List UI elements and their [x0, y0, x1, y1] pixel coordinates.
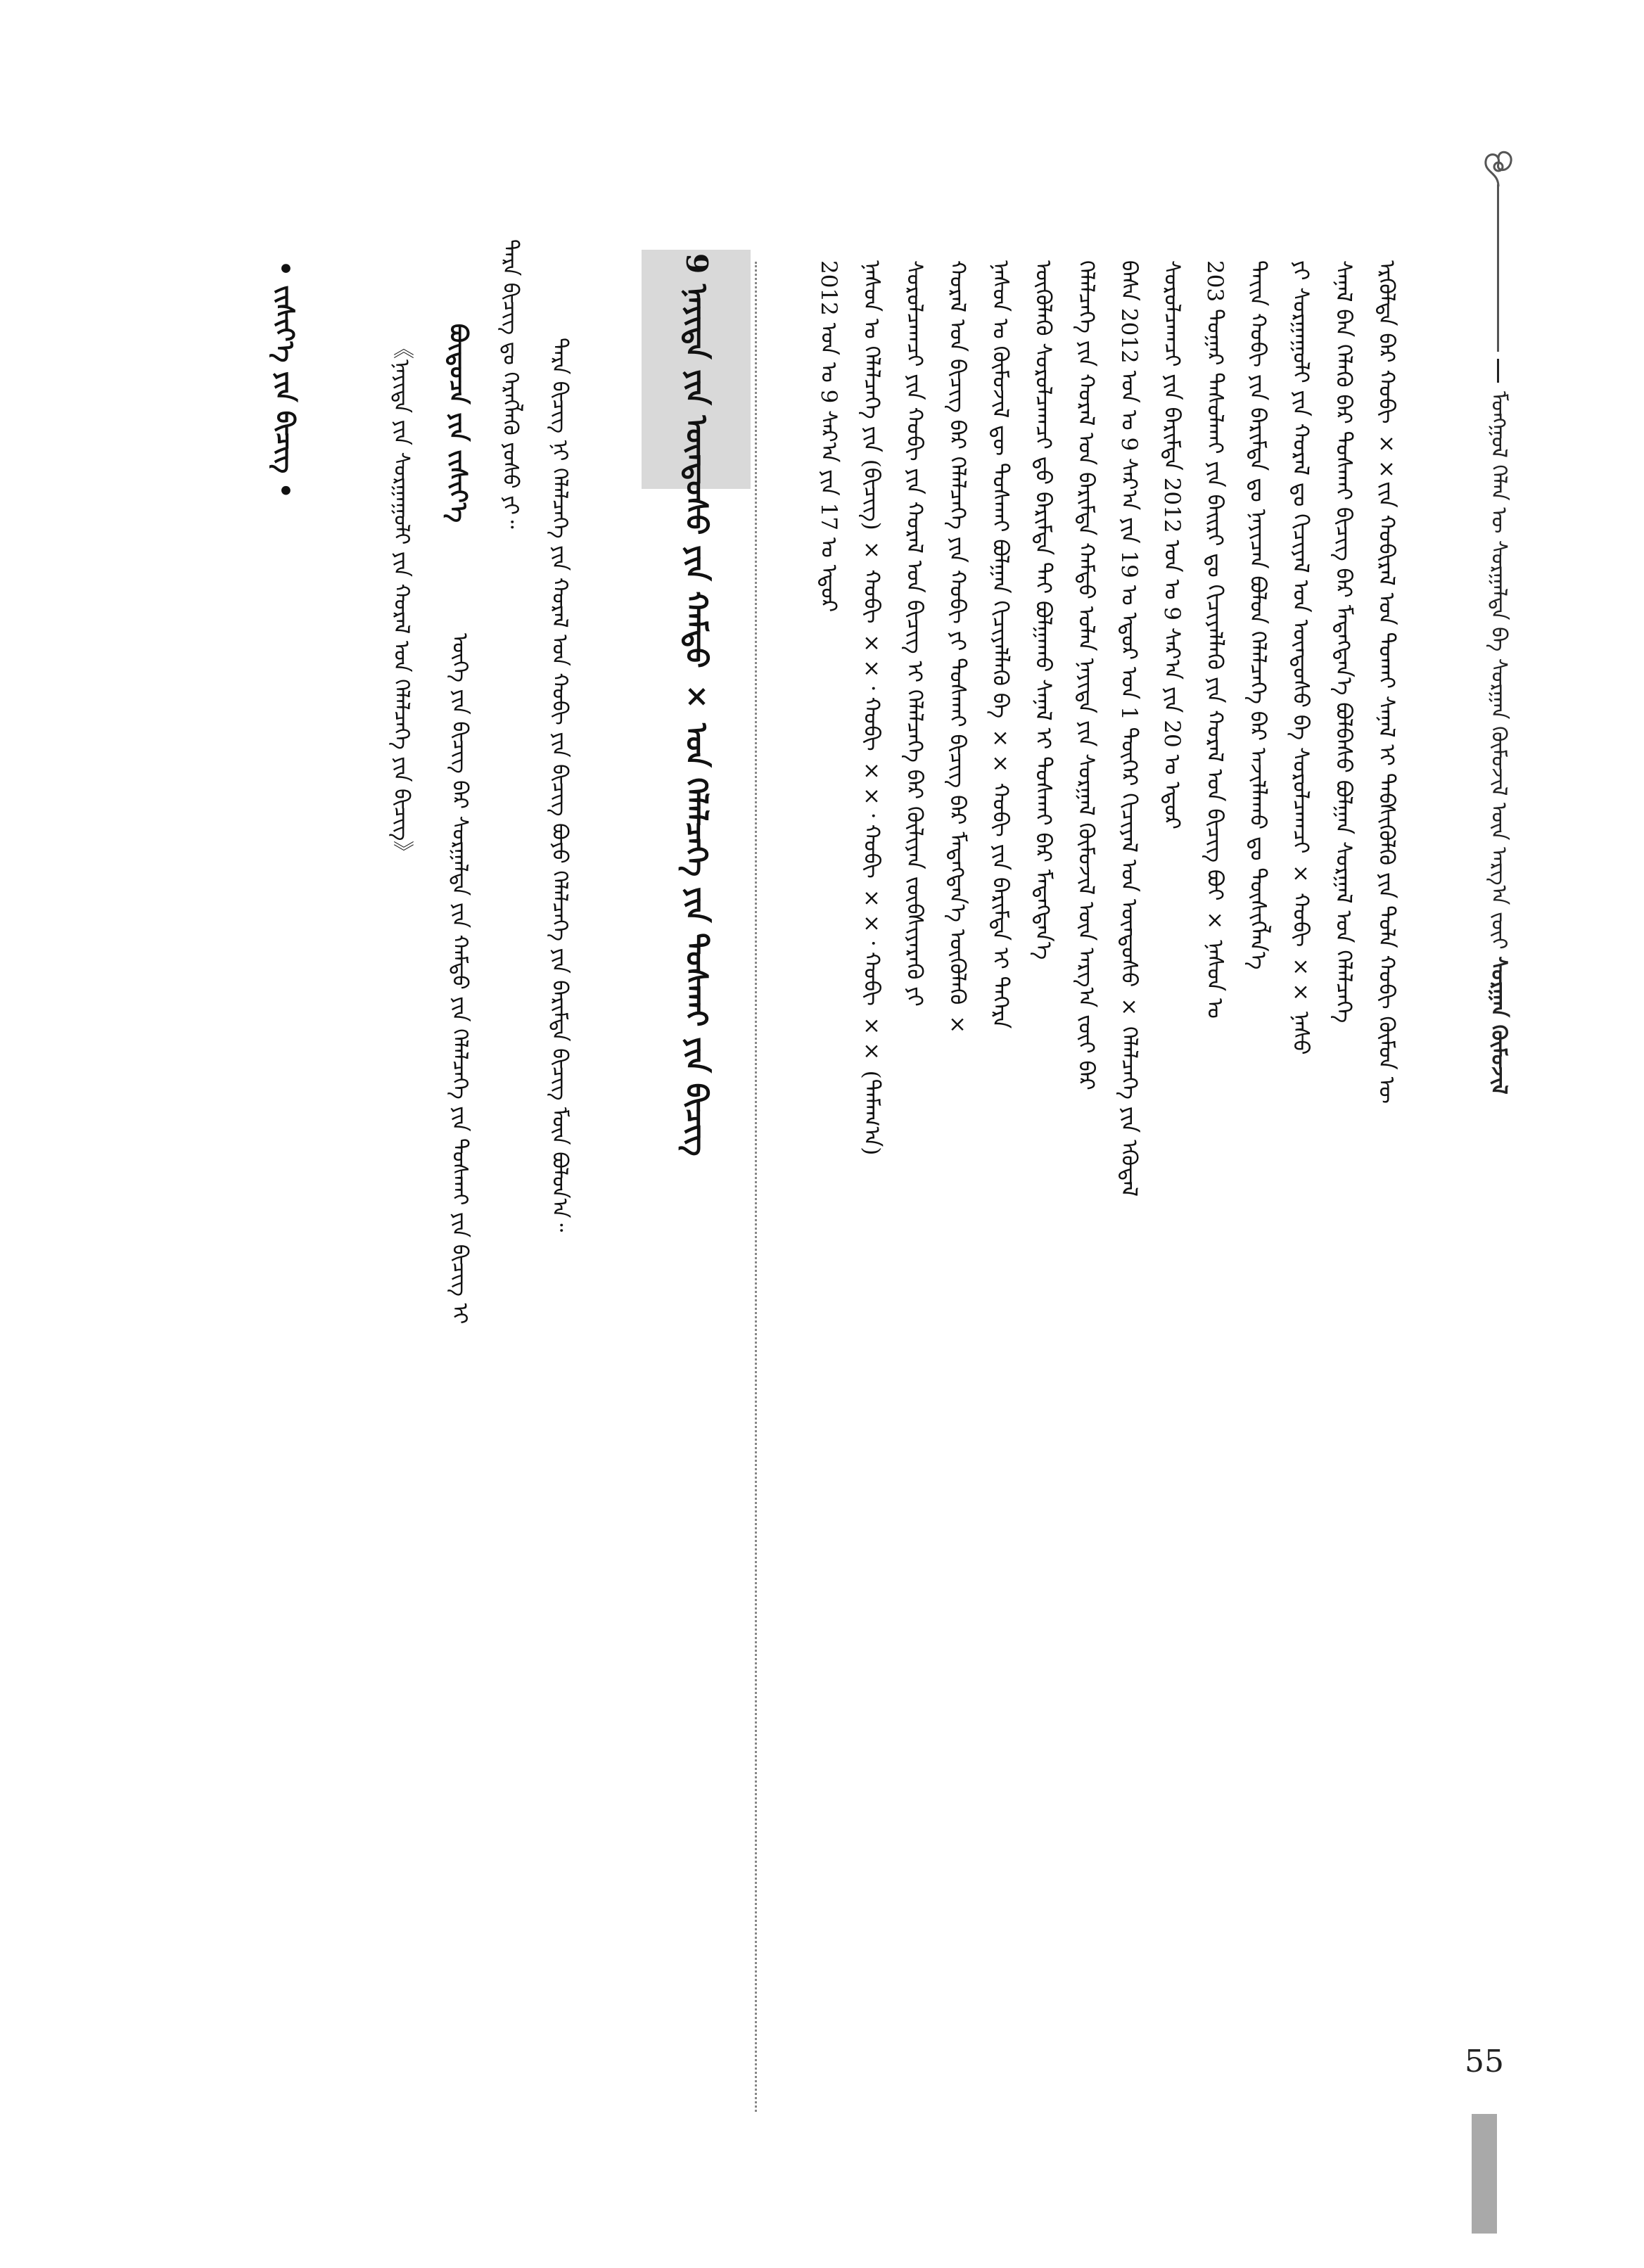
- section-heading: [665, 253, 728, 1386]
- running-title-bold: ᠰᠤᠷᠭᠠᠨ ᠬᠦᠮᠦᠵᠢᠯ: [1486, 956, 1511, 1095]
- body-column: ᠲᠡᠶ᠋ᠢᠨ ᠬᠤᠪᠢ ᠶᠢᠨ ᠪᠠᠷᠢᠮᠲᠠ ᠳᠤ ᠨᠡᠶᠢᠴᠡᠨ ᠪᠣᠯᠤᠨ ᠬᠡᠯᠡᠯᠴᠡᠭᠡ ᠪᠠᠷ ᠠᠵᠢᠯᠯᠠᠬᠤ ᠳᠤ ᠲᠦᠰᠢᠭᠯᠡᠨ᠎ᠡ: [1245, 260, 1270, 970]
- section-heading-text: ᠨᠡᠶᠢᠲᠡ ᠶᠢᠨ ᠦᠨᠳᠦᠰᠦ ᠶᠢᠨ ᠬᠠᠮᠲᠤ × ᠤᠨ ᠬᠡᠯᠡᠯᠴᠡᠭᠡ ᠶᠢᠨ ᠲᠤᠰᠬᠠᠢ ᠶᠢᠨ ᠪᠢᠴᠢᠭ: [680, 284, 714, 1157]
- thumb-tab: [1472, 2114, 1497, 2234]
- body-column: ᠪᠠᠰᠠ 2012 ᠣᠨ ᠤ 9 ᠰᠠᠷ᠎ᠠ ᠶᠢᠨ 19 ᠤ ᠡᠳᠦᠷ ᠤᠨ 1 ᠳᠦᠭᠡᠷ ᠬᠢᠴᠢᠶᠡᠯ ᠤᠨ ᠦᠨᠳᠦᠰᠦ × ᠬᠡᠯᠡᠯᠴᠡᠭᠡ ᠶᠢᠨ ᠡᠭᠦᠳᠡᠯ: [1116, 260, 1142, 1197]
- body-column: ᠡᠷᠭᠦᠯᠳᠡ ᠪᠠᠷ ᠬᠤᠪᠢ ××᠎ᠶ᠋ᠢᠨ ᠬᠤᠪᠢᠷᠠᠯ ᠤᠨ ᠲᠤᠬᠠᠢ ᠰᠠᠨᠠᠯ ᠢ ᠳᠡᠪᠰᠢᠭᠦᠯᠬᠦ ᠶᠢᠨ ᠲᠤᠯᠠ ᠬᠤᠪᠢ ᠬᠦᠮᠦᠨ ᠦ: [1374, 260, 1399, 1104]
- body-column: ᠬᠤᠷᠠᠯ ᠤᠨ ᠪᠢᠴᠢᠭ ᠪᠠᠷ ᠬᠡᠯᠡᠯᠴᠡᠭᠡ ᠶᠢᠨ ᠬᠤᠪᠢ ᠶᠢ ᠲᠤᠰᠬᠠᠢ ᠪᠢᠴᠢᠭ ᠪᠠᠷ ᠮᠡᠳᠡᠭᠳᠡᠨ᠎ᠡ ᠦᠭᠦᠯᠡᠬᠦ ×: [945, 260, 970, 1038]
- running-header: [1481, 391, 1516, 1292]
- section-number: 9: [680, 253, 714, 274]
- bold-term: ᠪᠦᠲᠦᠴᠡ ᠶᠢᠨ ᠵᠢᠱᠢᠶ᠎ᠡ: [444, 324, 472, 523]
- body-column: ᠶᠢ ᠰᠤᠷᠭᠠᠭᠤᠯᠢ ᠶᠢᠨ ᠬᠤᠷᠠᠯ ᠳᠤ ᠬᠢᠴᠢᠶᠡᠯ ᠤᠨ ᠦᠨᠳᠦᠰᠦ ᠪᠠ ᠰᠤᠷᠤᠯᠴᠠᠭᠴᠢ × ᠬᠤᠪᠢ ×× ᠨᠠᠰᠤ: [1288, 260, 1313, 1055]
- running-title: ᠮᠣᠩᠭᠣᠯ ᠬᠡᠯᠡᠨ ᠦ ᠰᠤᠷᠭᠠᠯᠲᠠ ᠪᠠ ᠰᠤᠷᠭᠠᠨ ᠬᠦᠮᠦᠵᠢᠯ ᠦᠨ ᠠᠷᠭ᠎ᠠ ᠵᠦᠢ: [1486, 391, 1511, 950]
- body-column: 2012 ᠣᠨ ᠤ 9 ᠰᠠᠷ᠎ᠠ ᠶᠢᠨ 17 ᠤ ᠡᠳᠦᠷ: [816, 260, 841, 613]
- body-column-date: [766, 260, 807, 922]
- body-column: ᠨᠠᠰᠤᠨ ᠤ ᠬᠡᠯᠡᠯᠴᠡᠭᠡ ᠶᠢᠨ (ᠪᠢᠴᠢᠭ) × ᠬᠤᠪᠢ ××᠂ ᠬᠤᠪᠢ ××᠂ ᠬᠤᠪᠢ ××᠂ ᠬᠤᠪᠢ ×× (ᠲᠠᠮᠠᠭ᠎ᠠ): [859, 260, 884, 1156]
- body-column: ᠰᠤᠷᠤᠯᠴᠠᠭᠴᠢ ᠶᠢᠨ ᠬᠤᠪᠢ ᠶᠢᠨ ᠬᠤᠷᠠᠯ ᠤᠨ ᠪᠢᠴᠢᠭ ᠢ ᠬᠡᠯᠡᠯᠴᠡᠭᠡ ᠪᠠᠷ ᠬᠦᠯᠢᠶᠡᠨ ᠵᠥᠪᠰᠢᠶᠡᠷᠡᠬᠦ ᠶᠢ: [902, 260, 927, 1007]
- body-column: ᠦᠭᠦᠯᠡᠬᠦ ᠰᠤᠷᠤᠯᠴᠠᠭᠴᠢ ᠳ᠋ᠤ ᠪᠠᠷᠢᠮᠲᠠ ᠲᠠᠢ ᠪᠣᠯᠭᠠᠬᠤ ᠰᠠᠨᠠᠯ ᠢ ᠲᠤᠰᠬᠠᠢ ᠪᠠᠷ ᠮᠡᠳᠡᠭᠳᠡᠨ᠎ᠡ: [1031, 260, 1056, 960]
- body-column: 203 ᠳᠤᠭᠠᠷ ᠲᠠᠰᠤᠯᠬᠠᠢ ᠶᠢᠨ ᠪᠠᠢᠷᠢ ᠳᠤ ᠬᠢᠴᠢᠶᠡᠯᠯᠡᠬᠦ ᠶᠢᠨ ᠬᠤᠷᠠᠯ ᠤᠨ ᠪᠢᠴᠢᠭ ᠪᠤᠢ × ᠨᠠᠰᠤᠨ ᠤ: [1202, 260, 1228, 1019]
- bullet-item: • ᠵᠢᠱᠢᠶ᠎ᠡ ᠶᠢᠨ ᠪᠢᠴᠢᠭ •: [270, 260, 300, 499]
- body-column: ᠨᠠᠰᠤᠨ ᠤ ᠬᠦᠮᠦᠵᠢᠯ ᠳᠦ ᠲᠤᠰᠬᠠᠢ ᠪᠣᠯᠭᠠᠨ ᠬᠢᠴᠢᠶᠡᠯᠯᠡᠬᠦ ᠪᠠ ×× ᠬᠤᠪᠢ ᠶᠢᠨ ᠪᠠᠷᠢᠮᠲᠠ ᠢ ᠳᠡᠭᠡᠷᠡ: [988, 260, 1013, 1029]
- body-column: ᠰᠠᠨᠠᠯ ᠪᠠᠨ ᠬᠡᠯᠡᠬᠦ ᠪᠡᠷ ᠲᠤᠰᠬᠠᠢ ᠪᠢᠴᠢᠭ ᠪᠠᠷ ᠮᠡᠳᠡᠭᠳᠡᠨ᠎ᠡ ᠪᠣᠯᠪᠠᠰᠤ ᠪᠣᠯᠭᠠᠨ ᠰᠤᠷᠭᠠᠯ ᠤᠨ ᠬᠡᠯᠡᠯᠴᠡᠭᠡ: [1331, 260, 1356, 1024]
- quoted-title: 《ᠨᠡᠶᠢᠲᠡ ᠶᠢᠨ ᠰᠤᠷᠭᠠᠭᠤᠯᠢ ᠶᠢᠨ ᠬᠤᠷᠠᠯ ᠤᠨ ᠬᠡᠯᠡᠯᠴᠡᠭᠡ ᠶᠢᠨ ᠪᠢᠴᠢᠭ》: [389, 338, 414, 863]
- paragraph-column: ᠦᠭᠡ ᠶᠢᠨ ᠪᠢᠴᠢᠭ ᠪᠠᠷ ᠰᠤᠷᠭᠠᠯᠲᠠ ᠶᠢᠨ ᠬᠠᠮᠲᠤ ᠶᠢᠨ ᠬᠡᠯᠡᠯᠴᠡᠭᠡ ᠶᠢᠨ ᠲᠤᠰᠬᠠᠢ ᠶᠢᠨ ᠪᠢᠴᠢᠭ ᠢ: [447, 633, 472, 1325]
- section-divider: [755, 262, 757, 2112]
- paragraph-column: ᠲᠡᠷᠡ ᠪᠢᠴᠢᠭ ᠳᠤ ᠬᠡᠷᠡᠭᠯᠡᠬᠦ ᠶᠣᠰᠣ ᠶᠢ᠃: [498, 239, 523, 529]
- paragraph-column: ᠲᠡᠷᠡ ᠪᠢᠴᠢᠭ ᠨᠢ ᠬᠡᠯᠡᠯᠴᠡᠭᠡ ᠶᠢᠨ ᠬᠤᠷᠠᠯ ᠤᠨ ᠬᠤᠪᠢ ᠶᠢᠨ ᠪᠢᠴᠢᠭ ᠪᠤᠶᠤ ᠬᠡᠯᠡᠯᠴᠡᠭᠡ ᠶᠢᠨ ᠪᠠᠷᠢᠮᠲᠠ ᠪᠢᠴᠢᠭ ᠮᠥᠨ ᠪᠣᠯᠤᠨ᠎ᠠ᠃: [547, 338, 572, 1232]
- page-number: 55: [1465, 2044, 1504, 2079]
- header-dash: [1497, 359, 1499, 383]
- body-column: ᠬᠡᠯᠡᠯᠴᠡᠭᠡ ᠶᠢᠨ ᠬᠤᠷᠠᠯ ᠤᠨ ᠪᠠᠷᠢᠮᠲᠠ ᠬᠠᠮᠲᠤ ᠤᠯᠠᠨ ᠨᠡᠶᠢᠲᠡ ᠶᠢᠨ ᠰᠤᠷᠭᠠᠯ ᠬᠦᠮᠦᠵᠢᠯ ᠦᠨ ᠠᠷᠭ᠎ᠠ ᠵᠦᠢ ᠪᠠᠷ: [1073, 260, 1099, 1090]
- body-column: ᠰᠤᠷᠤᠯᠴᠠᠭᠴᠢ ᠶᠢᠨ ᠪᠠᠷᠢᠮᠲᠠ 2012 ᠣᠨ ᠤ 9 ᠰᠠᠷ᠎ᠠ ᠶᠢᠨ 20 ᠤ ᠡᠳᠦᠷ: [1159, 260, 1185, 829]
- header-rule: [1497, 184, 1499, 352]
